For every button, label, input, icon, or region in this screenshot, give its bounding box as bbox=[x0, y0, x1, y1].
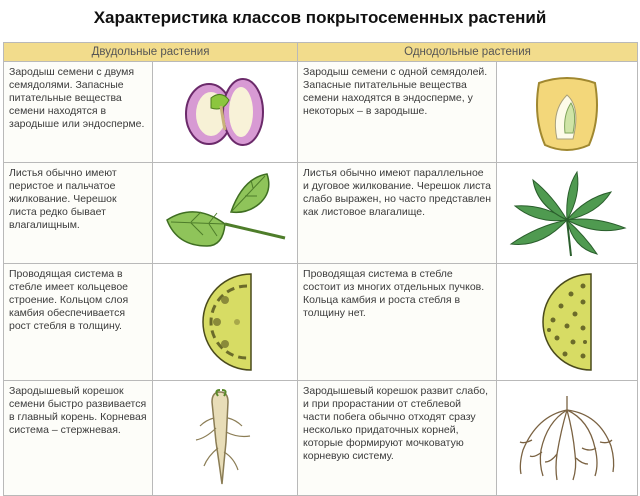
ring-vascular-stem-icon bbox=[153, 264, 298, 381]
comparison-table bbox=[3, 42, 638, 496]
dicot-stem-text: Проводящая система в стебле имеет кольцевое строение. Кольцом слоя камбия обеспечивается рост стебля в толщину. bbox=[4, 264, 153, 381]
taproot-icon bbox=[153, 381, 298, 496]
monocots-column-header: Однодольные растения bbox=[298, 43, 638, 62]
dicot-root-text: Зародышевый корешок семени быстро развивается в главный корень. Корневая система – стержневая. bbox=[4, 381, 153, 496]
table-row bbox=[4, 381, 638, 496]
dicots-column-header: Двудольные растения bbox=[4, 43, 298, 62]
parallel-veined-leaves-icon bbox=[497, 163, 638, 264]
monocot-seed-text: Зародыш семени с одной семядолей. Запасные питательные вещества семени находятся в эндосперме, у некоторых – в зародыше. bbox=[298, 62, 497, 163]
scattered-vascular-stem-icon bbox=[497, 264, 638, 381]
table-row bbox=[4, 62, 638, 163]
table-row bbox=[4, 264, 638, 381]
bean-seed-icon bbox=[153, 62, 298, 163]
dicot-leaf-text: Листья обычно имеют перистое и пальчатое жилкование. Черешок листа редко бывает влагалищным. bbox=[4, 163, 153, 264]
net-veined-leaf-icon bbox=[153, 163, 298, 264]
monocot-root-text: Зародышевый корешок развит слабо, и при прорастании от стеблевой части побега обычно отходят сразу несколько придаточных корней, которые формируют мочковатую корневую систему. bbox=[298, 381, 497, 496]
monocot-stem-text: Проводящая система в стебле состоит из многих отдельных пучков. Кольца камбия и роста стебля в толщину нет. bbox=[298, 264, 497, 381]
fibrous-root-icon bbox=[497, 381, 638, 496]
table-row bbox=[4, 163, 638, 264]
monocot-leaf-text: Листья обычно имеют параллельное и дуговое жилкование. Черешок листа слабо выражен, но часто представлен как листовое влагалище. bbox=[298, 163, 497, 264]
dicot-seed-text: Зародыш семени с двумя семядолями. Запасные питательные вещества семени находятся в зародыше или эндосперме. bbox=[4, 62, 153, 163]
page-title: Характеристика классов покрытосеменных растений bbox=[93, 8, 547, 27]
table-header-row bbox=[4, 43, 638, 62]
corn-seed-icon bbox=[497, 62, 638, 163]
